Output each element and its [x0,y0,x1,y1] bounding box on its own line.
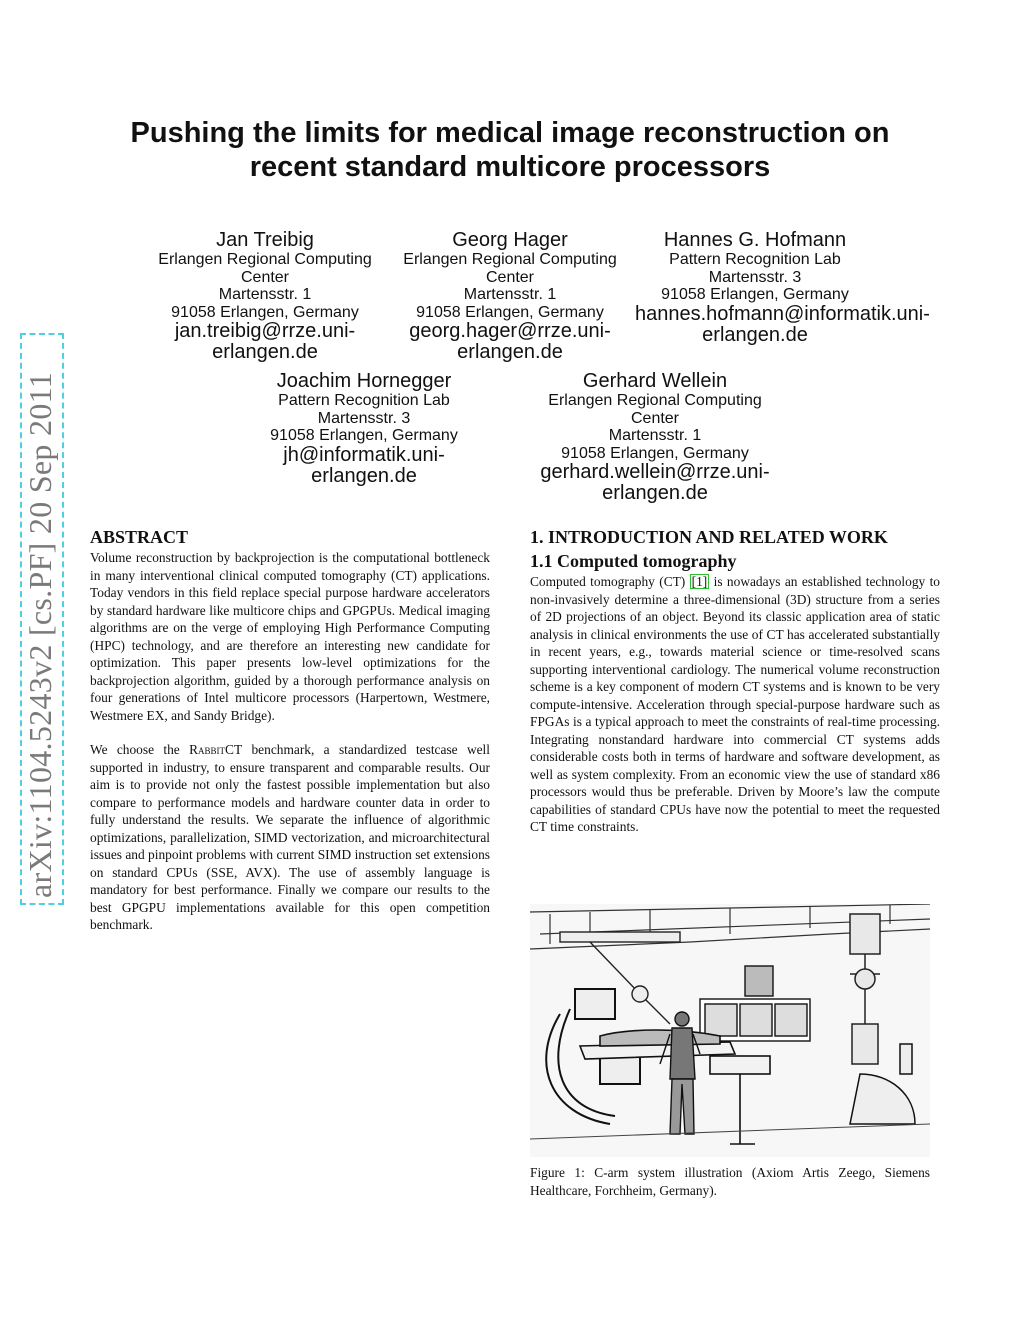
abstract-paragraph: We choose the RabbitCT benchmark, a standardized testcase well supported in industry, to ensure transparent and comparable results. Our aim is to provide not only the fastest possible implementation but also compare to performance models and hardware counter data in order to fully understand the results. We separate the influence of algorithmic optimizations, parallelization, SIMD vectorization, and microarchitectural issues and pinpoint problems with current SIMD instruction set extensions on standard CPUs (SSE, AVX). The use of assembly language is mandatory for best performance. Finally we compare our results to the best GPGPU implementations available for this open competition benchmark. [90,742,490,932]
figure-caption: Figure 1: C-arm system illustration (Axiom Artis Zeego, Siemens Healthcare, Forchheim, Germany). [530,1165,930,1198]
author-email[interactable]: gerhard.wellein@rrze.uni- [540,461,770,483]
benchmark-name: RabbitCT [189,742,243,757]
author-name: Georg Hager [452,229,568,251]
author-email[interactable]: jan.treibig@rrze.uni- [174,320,356,342]
author-street: Martensstr. 1 [463,286,557,303]
subsection-heading: 1.1 Computed tomography [530,551,737,571]
author-affiliation: Pattern Recognition Lab [669,251,841,268]
author-street: Martensstr. 3 [317,409,411,427]
author-email[interactable]: jh@informatik.uni- [283,443,445,466]
author-affiliation: Pattern Recognition Lab [278,392,450,409]
c-arm-illustration [530,904,930,1157]
author-affiliation: Erlangen Regional Computing [403,251,617,268]
title-line-2: recent standard multicore processors [249,151,771,183]
author-block-hager [395,229,625,363]
author-email[interactable]: erlangen.de [457,341,563,363]
author-email[interactable]: erlangen.de [702,323,808,346]
author-city: 91058 Erlangen, Germany [270,427,458,444]
author-city: 91058 Erlangen, Germany [416,303,604,321]
figure-c-arm-image [530,904,930,1157]
author-affiliation: Center [485,268,535,286]
author-city: 91058 Erlangen, Germany [561,444,749,462]
title-line-1: Pushing the limits for medical image reconstruction on [130,117,890,149]
author-affiliation: Center [630,409,680,427]
author-affiliation: Erlangen Regional Computing [548,392,762,409]
abstract-section [90,526,490,934]
intro-paragraph: Computed tomography (CT) [1] is nowadays an established technology to non-invasively determine a three-dimensional (3D) structure from a series of 2D projections of an object. Beyond its classic application area of static analysis in clinical environments the use of CT has accelerated substantially in recent years, e.g., towards material science or time-resolved scans supporting interventional cardiology. The numerical volume reconstruction scheme is a key component of modern CT systems and is known to be very compute-intensive. Acceleration through special-purpose hardware such as FPGAs is a typical approach to meet the constraints of real-time processing. Integrating nonstandard hardware into commercial CT systems adds considerable costs both in terms of hardware and software development, as well as system complexity. From an economic view the use of standard x86 processors would thus be preferable. Driven by Moore’s law the compute capabilities of standard CPUs have now the potential to meet the requested CT time constraints. [530,574,941,834]
author-city: 91058 Erlangen, Germany [171,303,359,321]
abstract-paragraph: Volume reconstruction by backprojection is the computational bottleneck in many interventional clinical computed tomography (CT) applications. Today vendors in this field replace special purpose hardware accelerators by standard hardware like multicore chips and GPGPUs. Medical imaging algorithms are on the verge of employing High Performance Computing (HPC) technology, and are therefore an interesting new candidate for optimization. This paper presents low-level optimizations for the backprojection algorithm, guided by a thorough performance analysis on four generations of Intel multicore processors (Harpertown, Westmere, Westmere EX, and Sandy Bridge). [90,550,490,723]
author-block-wellein [540,370,770,504]
author-city: 91058 Erlangen, Germany [661,286,849,303]
author-block-hofmann [635,229,930,346]
author-block-hornegger [249,370,479,487]
author-affiliation: Erlangen Regional Computing [158,251,372,268]
abstract-heading: ABSTRACT [90,527,189,547]
author-name: Joachim Hornegger [276,370,452,392]
author-email[interactable]: erlangen.de [311,464,417,487]
arxiv-identifier: arXiv:1104.5243v2 [cs.PF] 20 Sep 2011 [22,371,58,898]
author-email[interactable]: georg.hager@rrze.uni- [409,320,611,342]
author-street: Martensstr. 3 [708,268,802,286]
author-block-treibig [150,229,380,363]
author-name: Hannes G. Hofmann [663,229,847,251]
citation-link[interactable]: [1] [691,574,708,589]
author-email[interactable]: erlangen.de [602,482,708,504]
author-name: Jan Treibig [216,229,314,251]
author-street: Martensstr. 1 [218,286,312,303]
author-email[interactable]: erlangen.de [212,341,318,363]
introduction-section [530,526,940,836]
paper-title [80,116,940,184]
author-email[interactable]: hannes.hofmann@informatik.uni- [635,302,930,325]
author-street: Martensstr. 1 [608,427,702,444]
author-name: Gerhard Wellein [582,370,728,392]
author-affiliation: Center [240,268,290,286]
section-heading: 1. INTRODUCTION AND RELATED WORK [530,527,888,547]
